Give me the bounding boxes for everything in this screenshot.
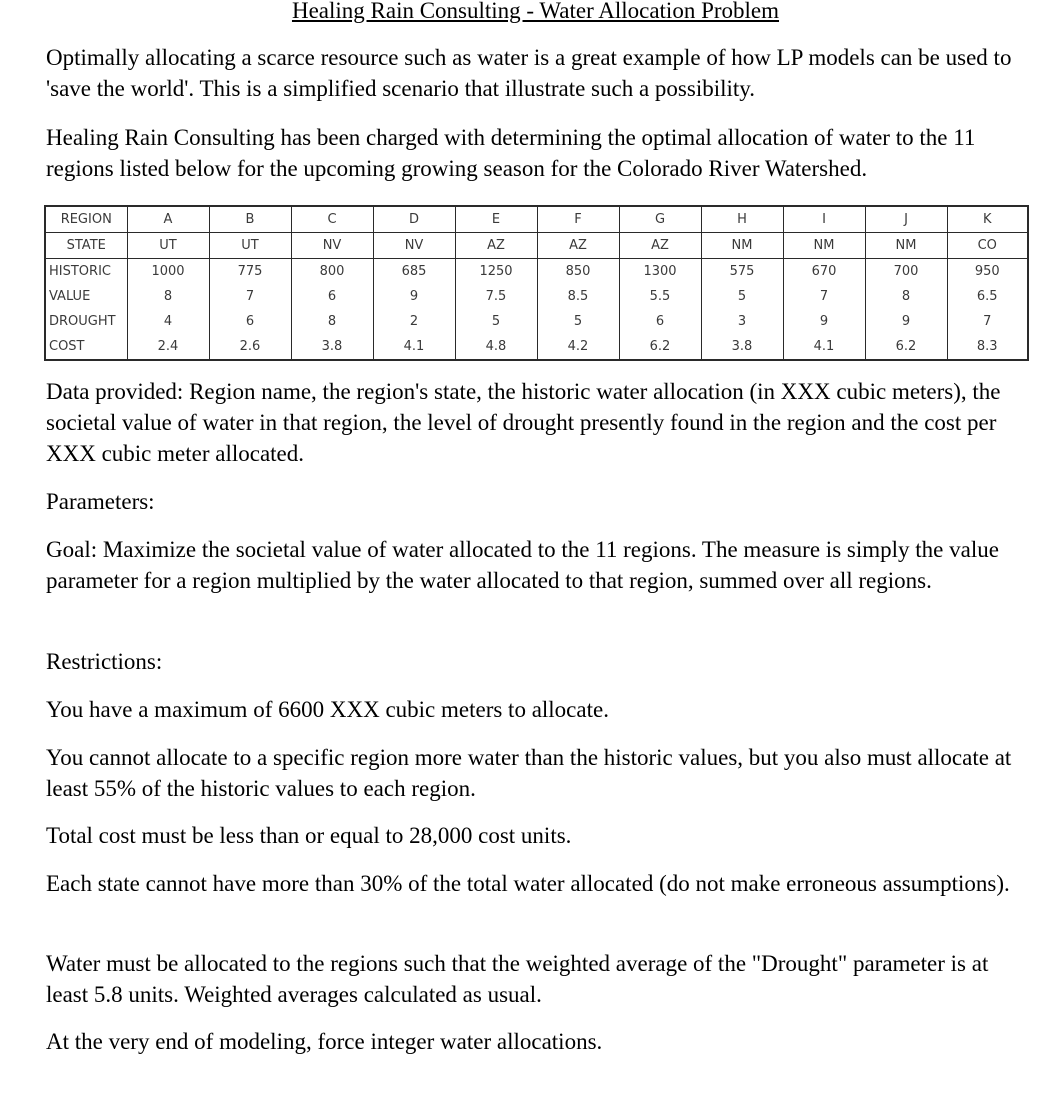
table-row — [45, 309, 1028, 334]
row-label: HISTORIC — [45, 259, 127, 285]
table-cell: 8.3 — [947, 334, 1028, 360]
restrictions-heading: Restrictions: — [46, 649, 163, 674]
table-cell: 5 — [701, 284, 783, 309]
table-cell: 4.1 — [783, 334, 865, 360]
charge-paragraph: Healing Rain Consulting has been charged with determining the optimal allocation of water to the 11 regions listed below for the upcoming growing season for the Colorado River Watershed. — [46, 125, 976, 181]
table-cell: 7 — [209, 284, 291, 309]
row-label: REGION — [45, 206, 127, 233]
table-cell: 2.4 — [127, 334, 209, 360]
table-cell: 8.5 — [537, 284, 619, 309]
table-cell: 3.8 — [701, 334, 783, 360]
table-cell: F — [537, 206, 619, 233]
table-row — [45, 206, 1028, 233]
row-label: COST — [45, 334, 127, 360]
state-limit-restriction: Each state cannot have more than 30% of the total water allocated (do not make erroneous assumptions). — [46, 871, 1010, 896]
table-cell: I — [783, 206, 865, 233]
cost-limit-restriction: Total cost must be less than or equal to 28,000 cost units. — [46, 823, 572, 848]
table-cell: 685 — [373, 259, 455, 285]
table-row — [45, 334, 1028, 360]
integer-restriction: At the very end of modeling, force integer water allocations. — [46, 1029, 603, 1054]
table-cell: 3 — [701, 309, 783, 334]
table-cell: 5.5 — [619, 284, 701, 309]
table-cell: 6 — [291, 284, 373, 309]
table-cell: AZ — [537, 233, 619, 259]
row-label: STATE — [45, 233, 127, 259]
table-cell: UT — [209, 233, 291, 259]
historic-limits-restriction: You cannot allocate to a specific region more water than the historic values, but you also must allocate at least 55% of the historic values to each region. — [46, 745, 1012, 801]
table-cell: 6.5 — [947, 284, 1028, 309]
table-cell: 2.6 — [209, 334, 291, 360]
drought-average-restriction: Water must be allocated to the regions such that the weighted average of the "Drought" parameter is at least 5.8 units. Weighted averages calculated as usual. — [46, 951, 989, 1007]
table-cell: 800 — [291, 259, 373, 285]
table-cell: NM — [783, 233, 865, 259]
table-cell: AZ — [455, 233, 537, 259]
table-cell: NV — [373, 233, 455, 259]
document-title: Healing Rain Consulting - Water Allocation Problem — [291, 0, 780, 23]
table-cell: CO — [947, 233, 1028, 259]
row-label: VALUE — [45, 284, 127, 309]
table-cell: 6.2 — [619, 334, 701, 360]
table-cell: 2 — [373, 309, 455, 334]
table-row — [45, 233, 1028, 259]
table-cell: C — [291, 206, 373, 233]
table-cell: 4.1 — [373, 334, 455, 360]
table-cell: 5 — [537, 309, 619, 334]
table-cell: 8 — [291, 309, 373, 334]
data-provided-paragraph: Data provided: Region name, the region's state, the historic water allocation (in XXX cubic meters), the societal value of water in that region, the level of drought presently found in the region and the cost per XXX cubic meter allocated. — [46, 379, 1001, 466]
table-cell: 9 — [373, 284, 455, 309]
table-cell: 7 — [783, 284, 865, 309]
table-cell: 4.8 — [455, 334, 537, 360]
table-cell: 7.5 — [455, 284, 537, 309]
table-cell: 3.8 — [291, 334, 373, 360]
table-row — [45, 284, 1028, 309]
table-cell: 6.2 — [865, 334, 947, 360]
table-cell: 670 — [783, 259, 865, 285]
intro-paragraph: Optimally allocating a scarce resource such as water is a great example of how LP models can be used to 'save the world'. This is a simplified scenario that illustrate such a possibility. — [46, 45, 1012, 101]
table-cell: 8 — [127, 284, 209, 309]
table-cell: A — [127, 206, 209, 233]
table-cell: J — [865, 206, 947, 233]
table-cell: AZ — [619, 233, 701, 259]
table-cell: 1250 — [455, 259, 537, 285]
table-cell: 775 — [209, 259, 291, 285]
table-cell: NV — [291, 233, 373, 259]
table-cell: 7 — [947, 309, 1028, 334]
row-label: DROUGHT — [45, 309, 127, 334]
table-cell: NM — [865, 233, 947, 259]
table-cell: E — [455, 206, 537, 233]
table-cell: 8 — [865, 284, 947, 309]
table-cell: 4.2 — [537, 334, 619, 360]
table-cell: 6 — [209, 309, 291, 334]
table-cell: 9 — [865, 309, 947, 334]
table-cell: H — [701, 206, 783, 233]
table-cell: 4 — [127, 309, 209, 334]
parameters-heading: Parameters: — [46, 489, 155, 514]
table-cell: D — [373, 206, 455, 233]
table-cell: 575 — [701, 259, 783, 285]
table-cell: 9 — [783, 309, 865, 334]
table-cell: B — [209, 206, 291, 233]
region-data-table — [44, 205, 1029, 361]
table-cell: 1300 — [619, 259, 701, 285]
table-cell: 700 — [865, 259, 947, 285]
table-cell: 950 — [947, 259, 1028, 285]
table-cell: 850 — [537, 259, 619, 285]
table-row — [45, 259, 1028, 285]
table-cell: 6 — [619, 309, 701, 334]
table-cell: 1000 — [127, 259, 209, 285]
goal-paragraph: Goal: Maximize the societal value of water allocated to the 11 regions. The measure is simply the value parameter for a region multiplied by the water allocated to that region, summed over all regions. — [46, 537, 999, 593]
table-cell: 5 — [455, 309, 537, 334]
table-cell: UT — [127, 233, 209, 259]
table-cell: G — [619, 206, 701, 233]
table-cell: K — [947, 206, 1028, 233]
max-allocation-restriction: You have a maximum of 6600 XXX cubic meters to allocate. — [46, 697, 609, 722]
table-cell: NM — [701, 233, 783, 259]
